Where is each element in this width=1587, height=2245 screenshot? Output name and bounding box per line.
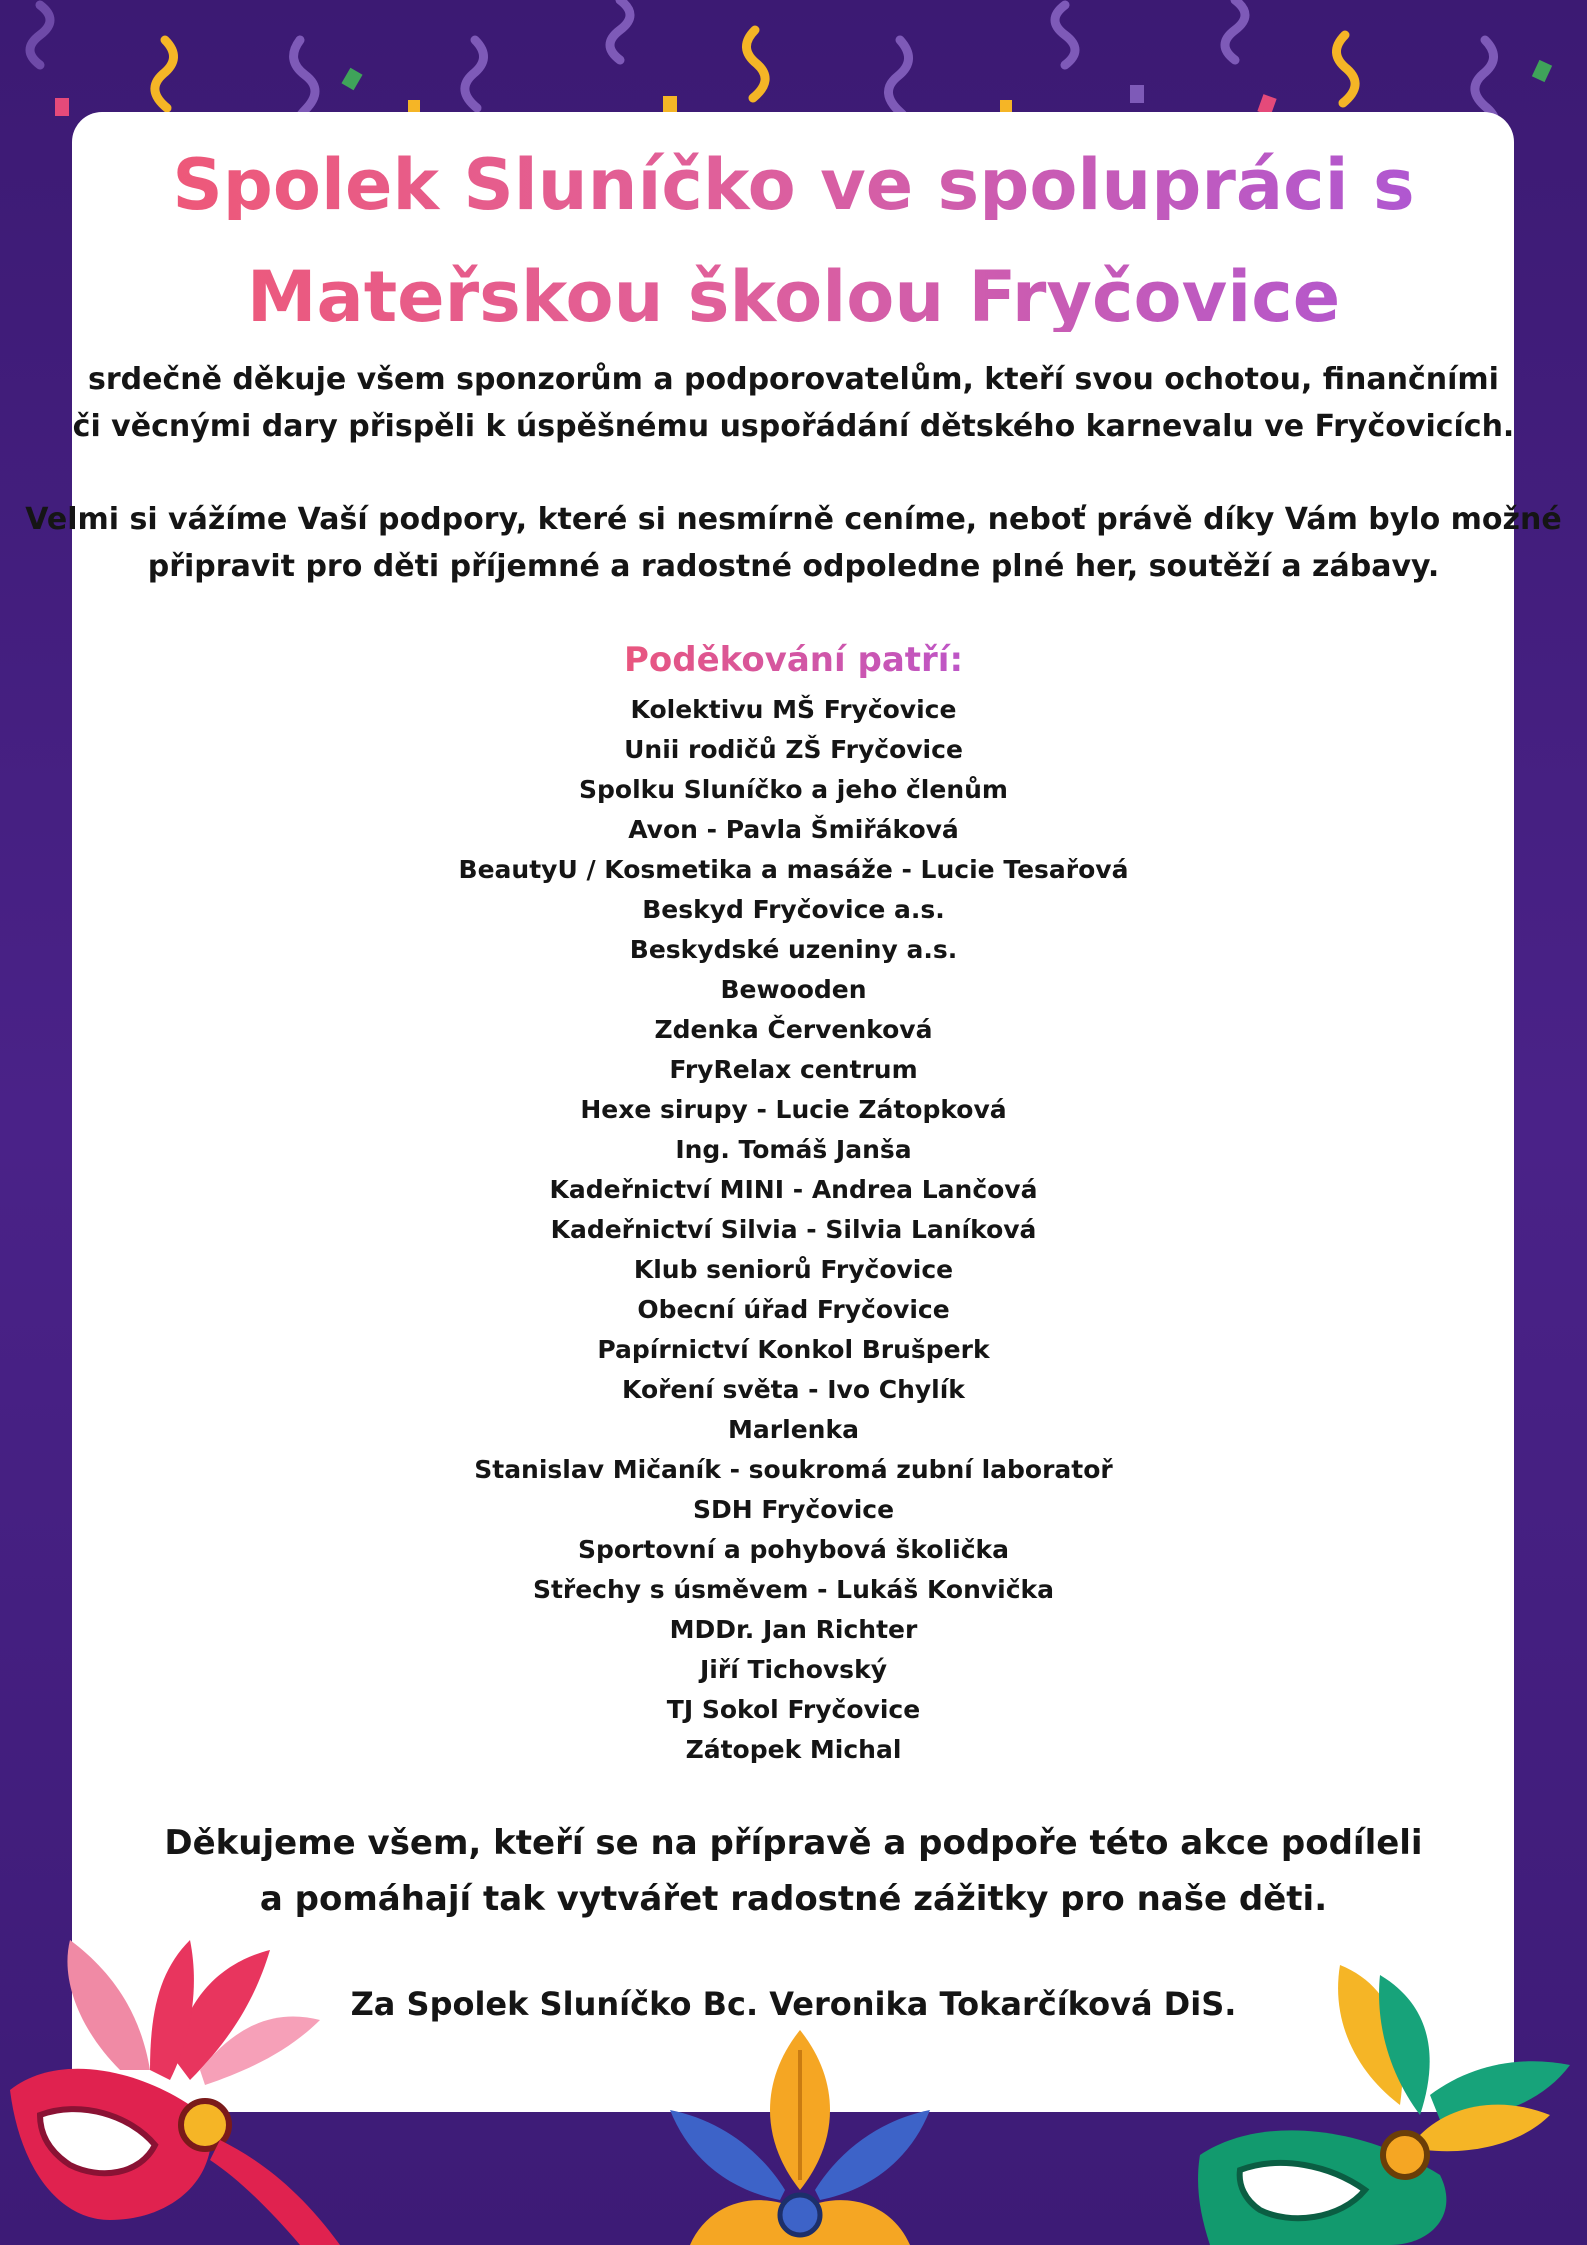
- sponsor-item: TJ Sokol Fryčovice: [666, 1695, 921, 1724]
- intro-line-2: či věcnými dary přispěli k úspěšnému uspořádání dětského karnevalu ve Fryčovicích.: [72, 409, 1515, 444]
- intro-line-1: srdečně děkuje všem sponzorům a podporovatelům, kteří svou ochotou, finančními: [88, 362, 1499, 397]
- sponsor-item: Marlenka: [728, 1415, 859, 1444]
- sponsor-item: Ing. Tomáš Janša: [675, 1135, 912, 1164]
- sponsor-list: [0, 690, 1587, 1770]
- sponsor-item: BeautyU / Kosmetika a masáže - Lucie Tesařová: [458, 855, 1129, 884]
- closing-line-1: Děkujeme všem, kteří se na přípravě a podpoře této akce podíleli: [164, 1823, 1423, 1863]
- sponsor-item: Avon - Pavla Šmiřáková: [628, 815, 959, 844]
- appreciation-paragraph: [0, 496, 1587, 590]
- sponsor-item: MDDr. Jan Richter: [669, 1615, 918, 1644]
- sponsor-item: Střechy s úsměvem - Lukáš Konvička: [532, 1575, 1055, 1604]
- carnival-mask-orange-icon: [650, 2030, 950, 2245]
- sponsor-item: Sportovní a pohybová školička: [577, 1535, 1010, 1564]
- signature: Za Spolek Sluníčko Bc. Veronika Tokarčíková DiS.: [350, 1985, 1237, 2023]
- sponsor-item: Jiří Tichovský: [700, 1655, 887, 1684]
- sponsor-item: Zátopek Michal: [685, 1735, 902, 1764]
- sponsor-item: Papírnictví Konkol Brušperk: [597, 1335, 990, 1364]
- sponsor-item: Koření světa - Ivo Chylík: [622, 1375, 965, 1404]
- sponsor-item: Beskyd Fryčovice a.s.: [642, 895, 945, 924]
- intro-paragraph: [0, 356, 1587, 450]
- sponsor-item: FryRelax centrum: [669, 1055, 918, 1084]
- page-title-line-2: Mateřskou školou Fryčovice: [0, 262, 1587, 332]
- sponsor-item: Kolektivu MŠ Fryčovice: [630, 695, 957, 724]
- carnival-mask-pink-icon: [0, 1920, 360, 2245]
- sponsor-item: Kadeřnictví MINI - Andrea Lančová: [549, 1175, 1038, 1204]
- carnival-mask-green-icon: [1190, 1945, 1587, 2245]
- sponsor-item: Obecní úřad Fryčovice: [637, 1295, 950, 1324]
- page-title-line-1: Spolek Sluníčko ve spolupráci s: [0, 150, 1587, 220]
- appreciation-line-1: Velmi si vážíme Vaší podpory, které si nesmírně ceníme, neboť právě díky Vám bylo možné: [25, 502, 1562, 537]
- sponsor-item: Beskydské uzeniny a.s.: [629, 935, 958, 964]
- sponsor-item: Kadeřnictví Silvia - Silvia Laníková: [550, 1215, 1037, 1244]
- closing-line-2: a pomáhají tak vytvářet radostné zážitky pro naše děti.: [259, 1879, 1328, 1919]
- sponsor-item: Bewooden: [720, 975, 867, 1004]
- closing-paragraph: [0, 1815, 1587, 1927]
- sponsor-item: Zdenka Červenková: [654, 1015, 933, 1044]
- sponsor-item: Hexe sirupy - Lucie Zátopková: [580, 1095, 1007, 1124]
- thanks-heading: Poděkování patří:: [0, 640, 1587, 680]
- sponsor-item: Spolku Sluníčko a jeho členům: [579, 775, 1008, 804]
- sponsor-item: Unii rodičů ZŠ Fryčovice: [624, 735, 963, 764]
- sponsor-item: Stanislav Mičaník - soukromá zubní laboratoř: [474, 1455, 1113, 1484]
- appreciation-line-2: připravit pro děti příjemné a radostné odpoledne plné her, soutěží a zábavy.: [147, 549, 1440, 584]
- sponsor-item: SDH Fryčovice: [692, 1495, 895, 1524]
- sponsor-item: Klub seniorů Fryčovice: [633, 1255, 954, 1284]
